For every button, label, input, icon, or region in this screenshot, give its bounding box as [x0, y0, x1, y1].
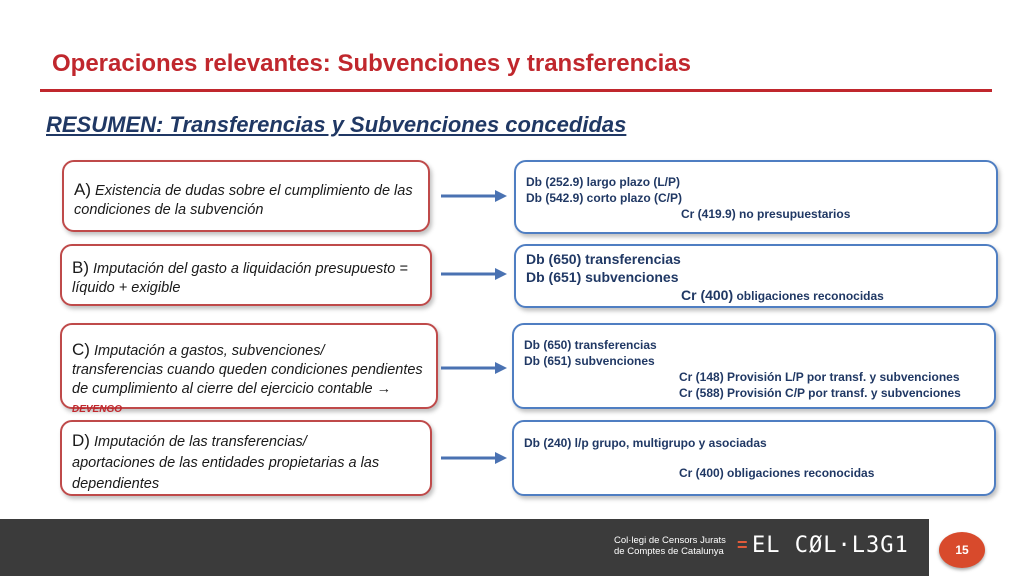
condition-box-c — [60, 323, 438, 415]
condition-desc-a: Existencia de dudas sobre el cumplimiento de las condiciones de la subvención — [74, 183, 413, 218]
entry-line-suffix: obligaciones reconocidas — [733, 289, 884, 303]
condition-text-b — [72, 258, 422, 298]
devengo-tag: DEVENGO — [72, 404, 123, 415]
entry-box-c — [512, 323, 996, 409]
entry-line: Db (650) transferencias — [526, 251, 681, 267]
footer-org-line1: Col·legi de Censors Jurats — [614, 535, 726, 546]
entry-line: Cr (419.9) no presupuestarios — [681, 207, 851, 221]
footer-organization — [614, 535, 726, 557]
entry-text-b — [526, 250, 988, 305]
condition-text-a — [74, 180, 420, 220]
entry-text-c — [524, 337, 986, 401]
arrow-right-icon — [441, 267, 507, 281]
condition-desc-d-1: Imputación de las transferencias/ — [89, 434, 307, 450]
entry-box-b — [514, 244, 998, 308]
entry-line: Cr (400) obligaciones reconocidas — [679, 466, 875, 480]
condition-box-a — [62, 160, 430, 232]
condition-label-a: A) — [74, 180, 91, 199]
entry-line: Db (651) subvenciones — [526, 269, 679, 285]
entry-box-d — [512, 420, 996, 496]
entry-line: Db (240) l/p grupo, multigrupo y asociadas — [524, 436, 767, 450]
page-number-badge: 15 — [939, 532, 985, 568]
entry-text-a — [526, 174, 988, 222]
entry-line: Cr (400) — [681, 287, 734, 303]
entry-line: Db (252.9) largo plazo (L/P) — [526, 175, 681, 189]
footer-logo: EL CØL·L3G1 — [752, 533, 909, 558]
condition-desc-d-2: aportaciones de las entidades propietarias a las dependientes — [72, 455, 380, 492]
title-divider — [40, 89, 992, 92]
arrow-right-icon — [441, 189, 507, 203]
slide-subtitle: RESUMEN: Transferencias y Subvenciones concedidas — [46, 112, 627, 137]
condition-text-d — [72, 430, 422, 495]
condition-box-d — [60, 420, 432, 496]
condition-box-b — [60, 244, 432, 306]
condition-text-c — [72, 340, 428, 419]
entry-line: Db (651) subvenciones — [524, 354, 655, 368]
arrow-glyph: → — [376, 381, 392, 397]
entry-line: Db (650) transferencias — [524, 338, 657, 352]
condition-desc-b: Imputación del gasto a liquidación presupuesto = líquido + exigible — [72, 261, 408, 296]
entry-line: Cr (588) Provisión C/P por transf. y subvenciones — [679, 386, 961, 400]
condition-desc-c-2: transferencias cuando queden condiciones pendientes de cumplimiento al cierre del ejercicio contable — [72, 362, 423, 397]
slide-title: Operaciones relevantes: Subvenciones y transferencias — [52, 50, 691, 77]
entry-spacer — [524, 451, 986, 465]
entry-line: Db (542.9) corto plazo (C/P) — [526, 191, 683, 205]
footer-equals: = — [737, 535, 748, 555]
entry-text-d — [524, 435, 986, 481]
arrow-right-icon — [441, 361, 507, 375]
condition-label-b: B) — [72, 258, 89, 277]
entry-line: Cr (148) Provisión L/P por transf. y subvenciones — [679, 370, 960, 384]
condition-label-d: D) — [72, 431, 90, 450]
entry-box-a — [514, 160, 998, 234]
condition-label-c: C) — [72, 340, 90, 359]
condition-desc-c-1: Imputación a gastos, subvenciones/ — [89, 343, 325, 359]
footer-org-line2: de Comptes de Catalunya — [614, 546, 724, 557]
arrow-right-icon — [441, 451, 507, 465]
